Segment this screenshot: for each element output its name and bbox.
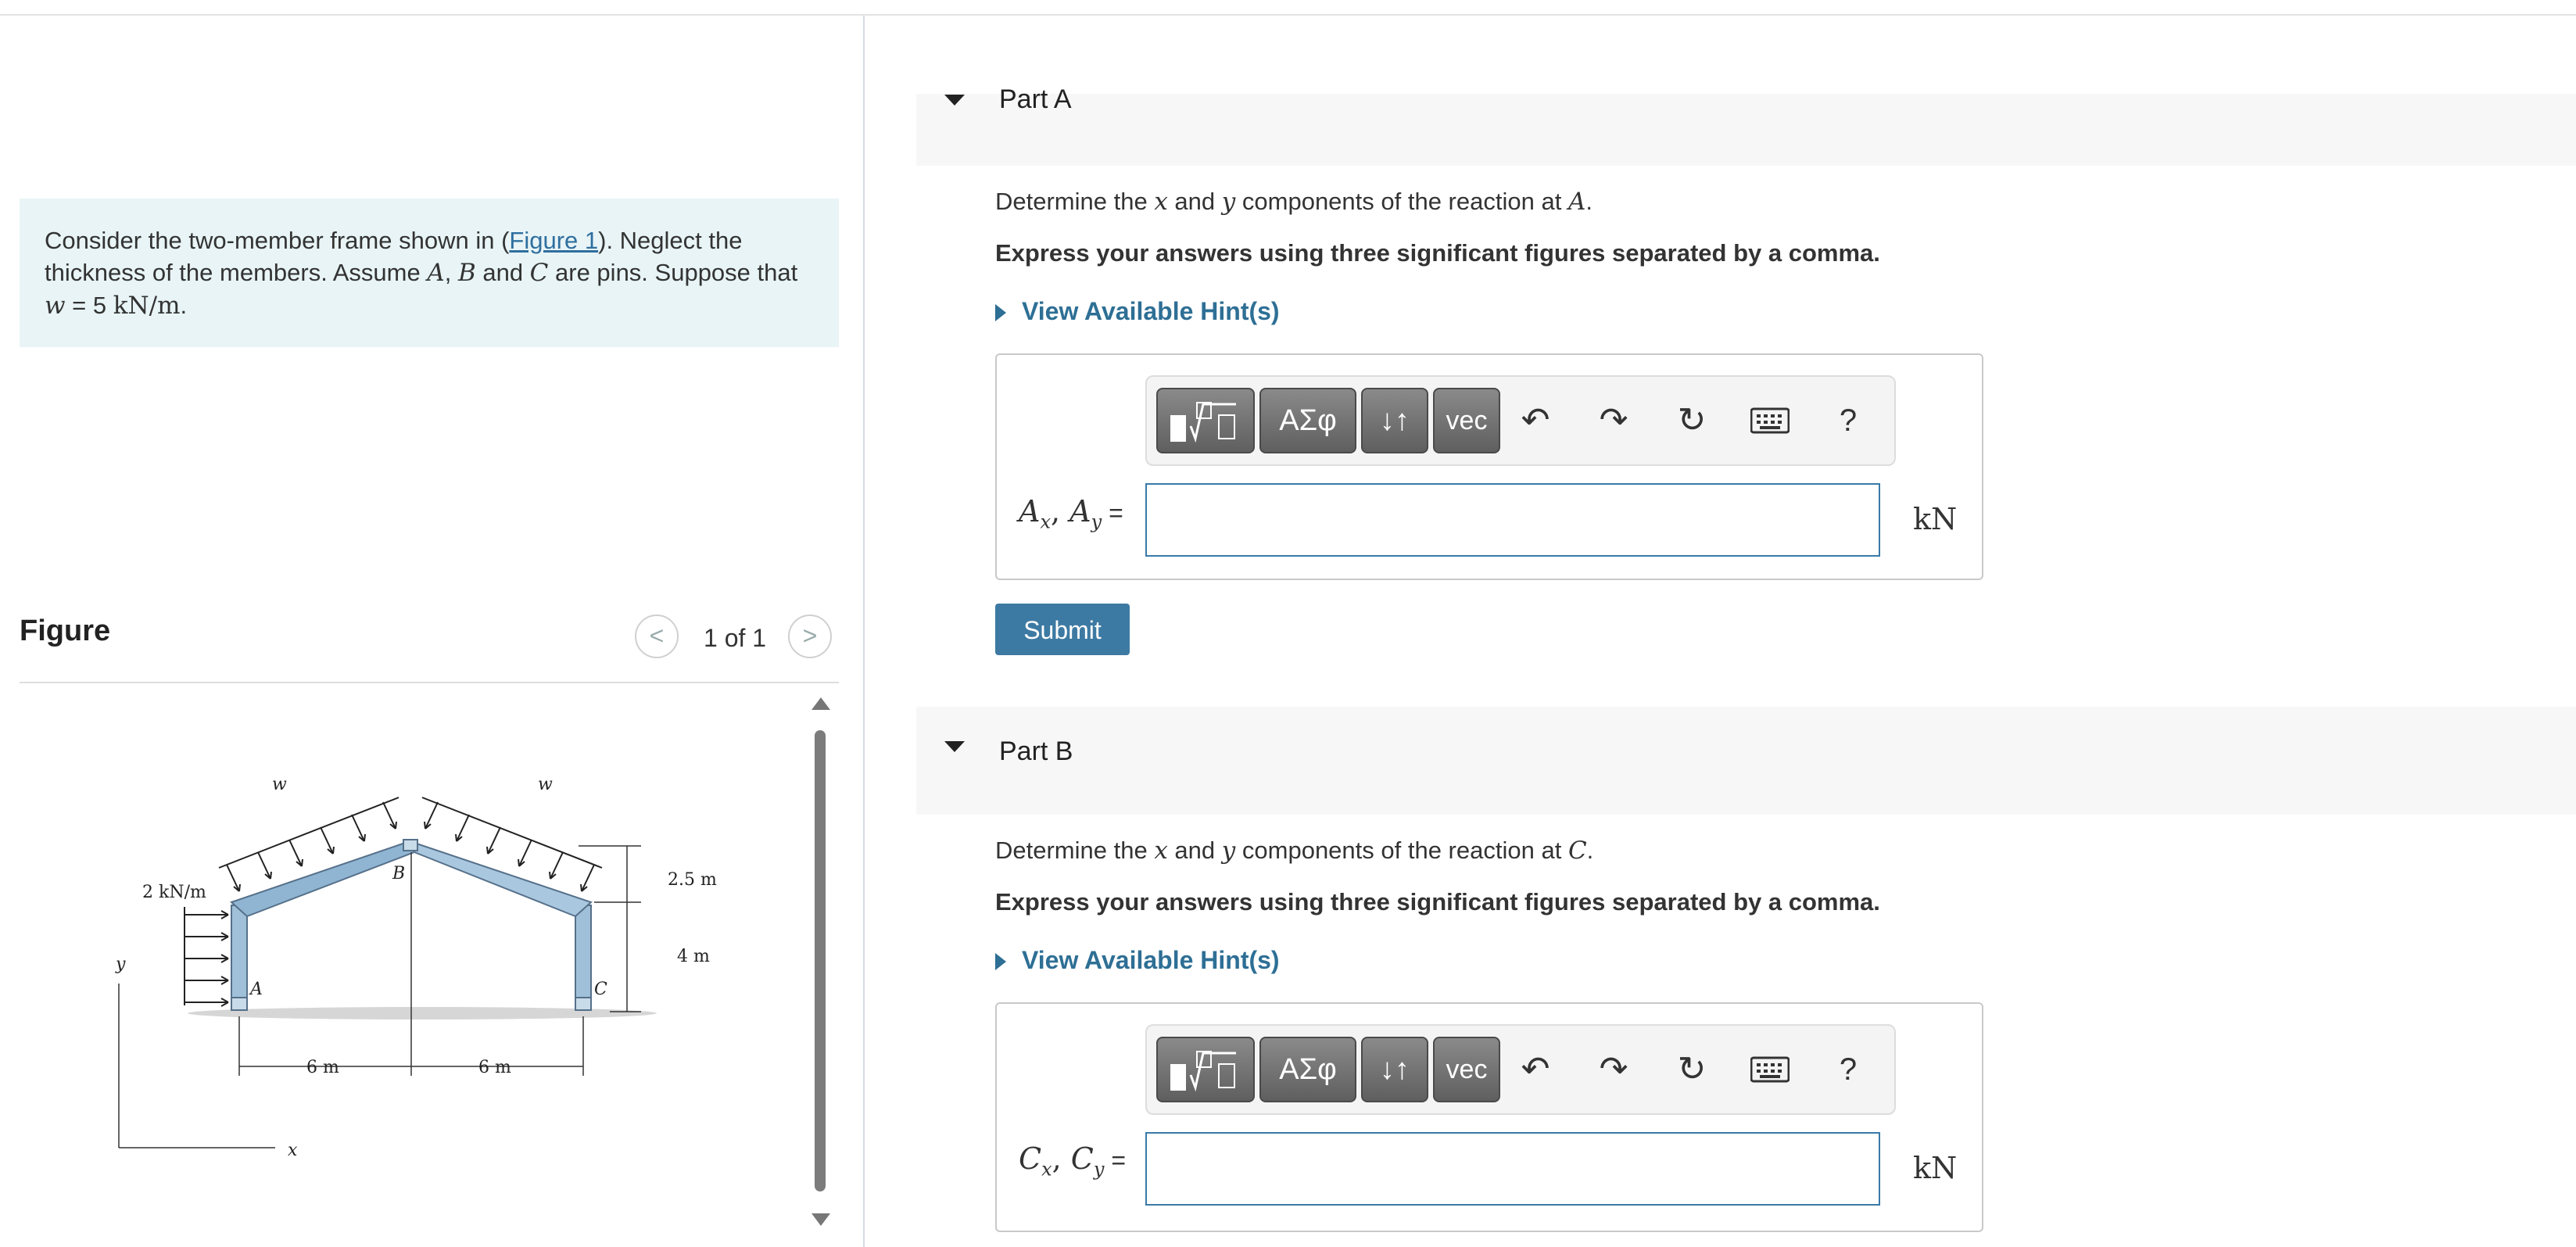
label-span-right: 6 m bbox=[478, 1058, 511, 1077]
left-column bbox=[231, 905, 247, 1010]
figure-link[interactable]: Figure 1 bbox=[509, 227, 599, 254]
var-symbol: C bbox=[1019, 1141, 1042, 1176]
label-a: A bbox=[250, 980, 263, 999]
part-a-header[interactable] bbox=[916, 84, 2576, 166]
hint-label: View Available Hint(s) bbox=[1022, 297, 1280, 325]
arrow bbox=[185, 998, 228, 1006]
support-a bbox=[231, 998, 247, 1010]
label-axis-x: x bbox=[288, 1141, 298, 1160]
part-b-unit: kN bbox=[1913, 1151, 1958, 1185]
var-symbol: C bbox=[1070, 1141, 1094, 1176]
question-text: . bbox=[1585, 188, 1593, 215]
greek-symbols-button[interactable]: ΑΣφ bbox=[1259, 1037, 1356, 1102]
part-a-title: Part A bbox=[999, 84, 1072, 114]
greek-symbols-button[interactable]: ΑΣφ bbox=[1259, 388, 1356, 453]
question-text: and bbox=[1167, 188, 1222, 215]
arrow bbox=[321, 827, 334, 854]
expand-triangle-icon bbox=[995, 953, 1006, 970]
problem-text: ). Neglect the thickness of the members. Assume bbox=[45, 227, 743, 286]
keyboard-icon bbox=[1750, 407, 1790, 434]
help-button[interactable]: ? bbox=[1839, 403, 1858, 438]
var-symbol: A bbox=[1019, 494, 1041, 529]
arrow bbox=[383, 802, 396, 829]
scroll-down-icon[interactable] bbox=[811, 1213, 830, 1226]
problem-text: and bbox=[475, 259, 530, 286]
templates-button[interactable] bbox=[1156, 388, 1255, 453]
collapse-caret-icon[interactable] bbox=[944, 741, 965, 752]
arrow bbox=[518, 840, 532, 866]
equals-sign: = bbox=[1102, 499, 1123, 527]
part-a-unit: kN bbox=[1913, 502, 1958, 536]
redo-icon[interactable]: ↷ bbox=[1599, 1050, 1628, 1088]
label-b: B bbox=[392, 864, 406, 883]
var-x: x bbox=[1154, 188, 1168, 216]
math-toolbar bbox=[1145, 1024, 1896, 1115]
math-toolbar bbox=[1145, 375, 1896, 466]
problem-text: = 5 bbox=[65, 292, 113, 319]
scroll-thumb[interactable] bbox=[815, 730, 826, 1191]
scroll-up-icon[interactable] bbox=[811, 697, 830, 710]
question-text: Determine the bbox=[995, 188, 1155, 215]
var-symbol: A bbox=[1069, 494, 1091, 529]
frame-figure bbox=[94, 774, 727, 1165]
expand-triangle-icon bbox=[995, 304, 1006, 321]
figure-header bbox=[20, 615, 839, 683]
var-point: A bbox=[1567, 188, 1586, 216]
arrow bbox=[185, 911, 228, 919]
var-subscript: y bbox=[1091, 511, 1102, 533]
part-b-answer-input[interactable] bbox=[1145, 1132, 1880, 1206]
arrow bbox=[185, 933, 228, 941]
side-load bbox=[185, 907, 228, 1006]
vector-button[interactable]: vec bbox=[1433, 388, 1500, 453]
question-text: components of the reaction at bbox=[1235, 837, 1568, 864]
problem-text: are pins. Suppose that bbox=[548, 259, 798, 286]
problem-text: , bbox=[444, 259, 458, 286]
support-c bbox=[575, 998, 591, 1010]
part-b-instruction: Express your answers using three significant figures separated by a comma. bbox=[995, 888, 1880, 916]
arrow bbox=[487, 827, 500, 854]
part-b-question bbox=[995, 837, 1593, 865]
prev-figure-button[interactable]: < bbox=[635, 615, 679, 658]
templates-icon bbox=[1163, 1045, 1249, 1095]
question-text: Determine the bbox=[995, 837, 1155, 864]
keyboard-icon bbox=[1750, 1056, 1790, 1083]
next-figure-button[interactable]: > bbox=[788, 615, 832, 658]
part-a-variable-label bbox=[1019, 494, 1123, 533]
var-subscript: x bbox=[1041, 1158, 1052, 1181]
redo-icon[interactable]: ↷ bbox=[1599, 401, 1628, 439]
var-a: A bbox=[427, 259, 445, 287]
templates-button[interactable] bbox=[1156, 1037, 1255, 1102]
question-text: components of the reaction at bbox=[1235, 188, 1568, 215]
figure-title: Figure bbox=[20, 615, 111, 647]
arrow bbox=[352, 815, 365, 841]
arrow bbox=[185, 955, 228, 962]
var-c: C bbox=[529, 259, 549, 287]
part-a-instruction: Express your answers using three significant figures separated by a comma. bbox=[995, 239, 1880, 267]
arrow bbox=[456, 815, 469, 841]
part-b-title: Part B bbox=[999, 736, 1073, 766]
part-b-answer-box bbox=[995, 1002, 1983, 1232]
label-span-left: 6 m bbox=[306, 1058, 339, 1077]
problem-text: Consider the two-member frame shown in ( bbox=[45, 227, 510, 254]
arrow bbox=[581, 865, 594, 891]
part-a-answer-input[interactable] bbox=[1145, 483, 1880, 557]
part-b-variable-label bbox=[1019, 1141, 1126, 1181]
arrow bbox=[185, 976, 228, 984]
var-point: C bbox=[1567, 837, 1587, 865]
help-button[interactable]: ? bbox=[1839, 1052, 1858, 1087]
undo-icon[interactable]: ↶ bbox=[1521, 1050, 1550, 1088]
var-subscript: x bbox=[1040, 511, 1051, 533]
label-load: 2 kN/m bbox=[142, 883, 206, 902]
collapse-caret-icon[interactable] bbox=[944, 95, 965, 106]
label-dim-side: 4 m bbox=[677, 947, 710, 966]
arrow bbox=[258, 852, 271, 879]
part-a-question bbox=[995, 188, 1593, 216]
label-axis-y: y bbox=[116, 955, 126, 974]
question-text: . bbox=[1586, 837, 1594, 864]
part-a-hint-link[interactable] bbox=[995, 297, 1280, 326]
right-column bbox=[575, 905, 591, 1010]
var-separator: , bbox=[1052, 1141, 1071, 1176]
label-w-right: w bbox=[538, 775, 553, 794]
var-y: y bbox=[1221, 188, 1236, 216]
part-b-header[interactable] bbox=[916, 707, 2576, 815]
part-a-answer-box bbox=[995, 353, 1983, 580]
part-b-hint-link[interactable] bbox=[995, 946, 1280, 975]
arrow bbox=[289, 840, 303, 866]
part-a-submit-button[interactable]: Submit bbox=[995, 604, 1130, 655]
vector-button[interactable]: vec bbox=[1433, 1037, 1500, 1102]
arrow bbox=[550, 852, 563, 879]
keyboard-button[interactable] bbox=[1743, 388, 1797, 453]
hint-label: View Available Hint(s) bbox=[1022, 946, 1280, 974]
var-y: y bbox=[1221, 837, 1236, 865]
templates-icon bbox=[1163, 396, 1249, 446]
pane-divider bbox=[863, 16, 865, 1247]
label-w-left: w bbox=[272, 775, 287, 794]
label-c: C bbox=[594, 980, 607, 999]
figure-scrollbar[interactable] bbox=[808, 697, 832, 1229]
var-b: B bbox=[457, 259, 476, 287]
var-x: x bbox=[1154, 837, 1168, 865]
top-border bbox=[0, 14, 2576, 16]
equals-sign: = bbox=[1104, 1146, 1127, 1174]
question-text: and bbox=[1167, 837, 1222, 864]
subscript-superscript-button[interactable]: ↓↑ bbox=[1361, 388, 1428, 453]
subscript-superscript-button[interactable]: ↓↑ bbox=[1361, 1037, 1428, 1102]
arrow bbox=[227, 865, 240, 891]
var-subscript: y bbox=[1093, 1158, 1105, 1181]
pin-b bbox=[403, 840, 417, 851]
problem-text: . bbox=[180, 292, 188, 319]
reset-icon[interactable]: ↻ bbox=[1677, 1050, 1707, 1088]
undo-icon[interactable]: ↶ bbox=[1521, 401, 1550, 439]
load-unit: kN/m bbox=[113, 292, 181, 320]
arrow bbox=[425, 802, 438, 829]
var-separator: , bbox=[1051, 494, 1070, 529]
keyboard-button[interactable] bbox=[1743, 1037, 1797, 1102]
reset-icon[interactable]: ↻ bbox=[1677, 401, 1707, 439]
figure-pager: 1 of 1 bbox=[704, 624, 767, 652]
label-dim-top: 2.5 m bbox=[668, 870, 717, 890]
var-w: w bbox=[45, 292, 66, 320]
problem-statement bbox=[20, 199, 839, 347]
